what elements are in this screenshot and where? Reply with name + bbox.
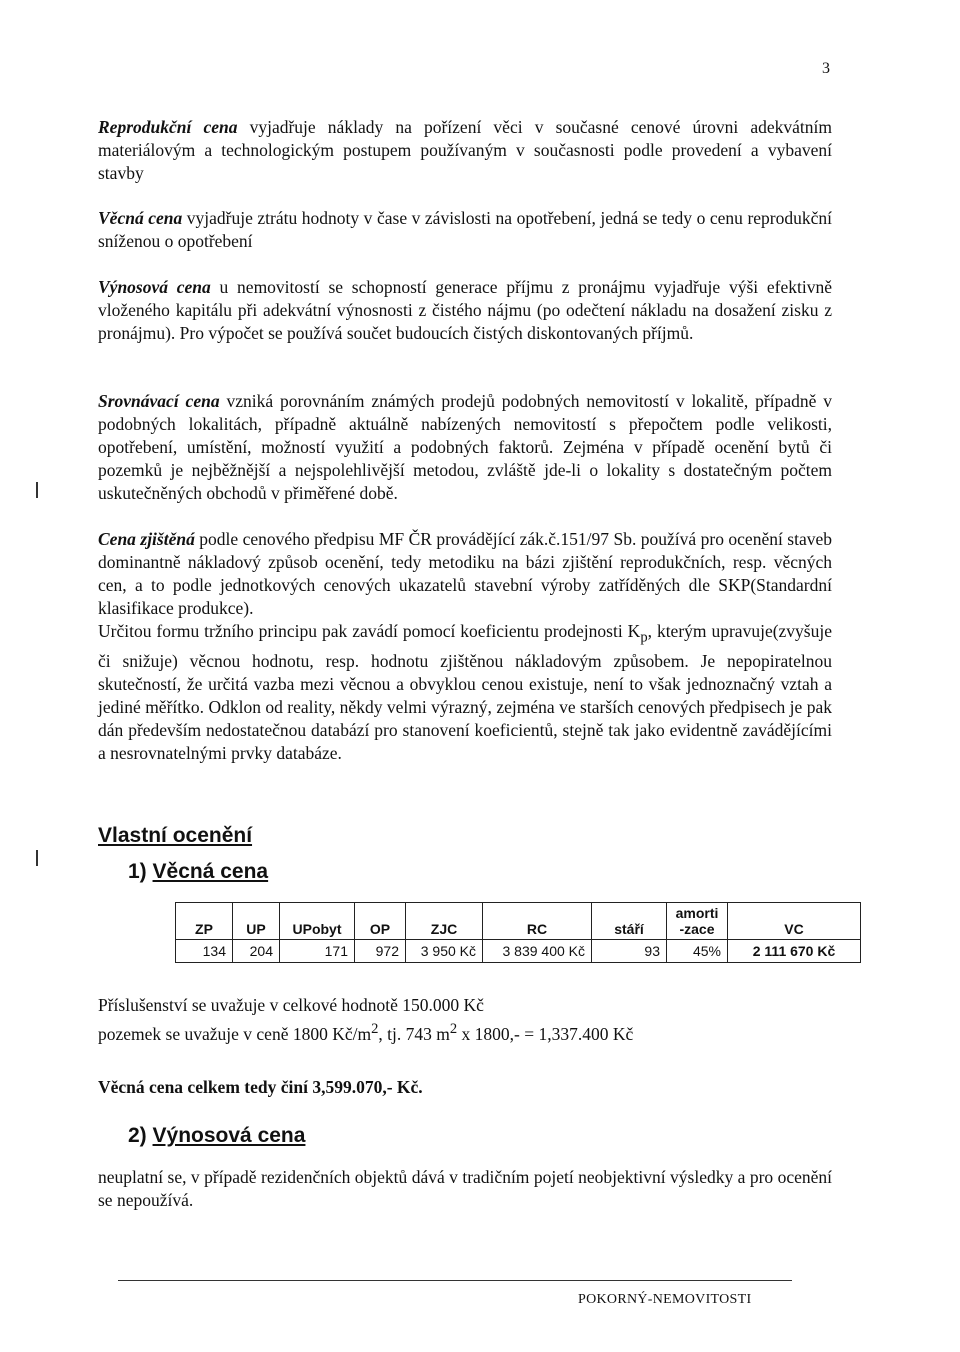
pozemek-line — [98, 1018, 633, 1046]
table-header-amortizace — [667, 903, 728, 940]
vecna-cena-table — [175, 902, 861, 963]
definition-text: vyjadřuje náklady na pořízení věci v současné cenové úrovni adekvátním materiálovým a technologickým postupem používaným v současnosti podle provedení a vybavení stavby — [98, 117, 832, 183]
header-line-1: amorti — [675, 905, 719, 921]
term-reprodukcni-cena: Reprodukční cena — [98, 117, 238, 137]
definition-text: u nemovitostí se schopností generace příjmu z pronájmu vyjadřuje výši efektivně vloženého kapitálu při adekvátní výnosnosti z čistého nájmu (po odečtení nákladu na dosažení zisku z pronájmu). Pro výpočet se používá součet budoucích čistých diskontovaných příjmů. — [98, 277, 832, 343]
table-cell: 93 — [592, 940, 667, 963]
koeficient-text-continued: , kterým upravuje(zvyšuje či snižuje) věcnou hodnotu, resp. hodnotu zjištěnou nákladovým způsobem. Je nepopiratelnou skutečností, že určitá vazba mezi věcnou a obvyklou cenou existuje, není to však jednoznačný vztah a jediné měřítko. Odklon od reality, někdy velmi výrazný, zejména ve starších cenových předpisech je pak dán především nedostatečnou databází pro stanovení koeficientů, stejně tak jako evidentně zavádějícími a nesrovnatelnými prvky databáze. — [98, 621, 832, 763]
table-header: stáří — [592, 903, 667, 940]
superscript: 2 — [449, 1021, 458, 1037]
table-header: UP — [233, 903, 280, 940]
scan-edge-mark — [36, 482, 38, 498]
table-cell: 204 — [233, 940, 280, 963]
table-header-row — [176, 903, 861, 940]
definition-text: vyjadřuje ztrátu hodnoty v čase v závislosti na opotřebení, jedná se tedy o cenu reprodukční sníženou o opotřebení — [98, 208, 832, 251]
term-vecna-cena: Věcná cena — [98, 208, 183, 228]
table-cell-vc-total: 2 111 670 Kč — [728, 940, 861, 963]
table-cell: 3 950 Kč — [406, 940, 483, 963]
subsection-number: 1) — [128, 860, 147, 883]
vynosova-cena-note: neuplatní se, v případě rezidenčních objektů dává v tradičním pojetí neobjektivní výsledky a pro ocenění se nepoužívá. — [98, 1167, 832, 1210]
subsection-title: Výnosová cena — [152, 1124, 306, 1147]
paragraph-cena-zjistena — [98, 528, 832, 620]
footer-text: POKORNÝ-NEMOVITOSTI — [578, 1292, 752, 1307]
table-cell: 3 839 400 Kč — [483, 940, 592, 963]
definition-text: vzniká porovnáním známých prodejů podobných nemovitostí v lokalitě, případně v podobných lokalitách, případně aktuálně nabízených nemovitostí s přepočtem podle velikosti, opotřebení, umístění, možností využití a podobných faktorů. Zejména v případě ocenění bytů či pozemků je nejběžnější a nejspolehlivější metodou, zvláště jde-li o lokality s dostatečným počtem uskutečněných obchodů v přiměřené době. — [98, 391, 832, 503]
table-header: ZJC — [406, 903, 483, 940]
paragraph-srovnavaci-cena — [98, 390, 832, 505]
subsection-title: Věcná cena — [152, 860, 269, 883]
table-header: VC — [728, 903, 861, 940]
pozemek-text: x 1800,- = 1,337.400 Kč — [457, 1023, 634, 1044]
subsection-number: 2) — [128, 1124, 147, 1147]
paragraph-koeficient-prodejnosti — [98, 620, 832, 765]
table-header: UPobyt — [280, 903, 355, 940]
definition-text: podle cenového předpisu MF ČR provádějící zák.č.151/97 Sb. používá pro ocenění staveb dominantně nákladový způsob ocenění, tedy metodiku na bázi zjištění reprodukčních, resp. věcných cen, a to podle jednotkových cenových ukazatelů stavební výroby zatříděných dle SKP(Standardní klasifikace produkce). — [98, 529, 832, 618]
table-cell: 134 — [176, 940, 233, 963]
term-vynosova-cena: Výnosová cena — [98, 277, 211, 297]
superscript: 2 — [371, 1021, 379, 1037]
pozemek-text: pozemek se uvažuje v ceně 1800 Kč/m — [98, 1023, 372, 1044]
koeficient-subscript: p — [640, 629, 648, 646]
table-row — [176, 940, 861, 963]
table-cell: 45% — [667, 940, 728, 963]
paragraph-vynosova-cena — [98, 276, 832, 345]
subsection-vecna-cena — [128, 860, 268, 884]
table-cell: 171 — [280, 940, 355, 963]
table-cell: 972 — [355, 940, 406, 963]
paragraph-vecna-cena — [98, 207, 832, 253]
vecna-cena-total: Věcná cena celkem tedy činí 3,599.070,- Kč. — [98, 1077, 423, 1097]
table-header: RC — [483, 903, 592, 940]
table-header: OP — [355, 903, 406, 940]
pozemek-text: , tj. 743 m — [378, 1023, 450, 1044]
page-number: 3 — [822, 60, 830, 77]
section-title: Vlastní ocenění — [98, 824, 253, 847]
paragraph-reprodukcni-cena — [98, 116, 832, 185]
scan-edge-mark — [36, 850, 38, 866]
header-line-2: -zace — [679, 921, 715, 937]
table-header: ZP — [176, 903, 233, 940]
prislusenstvi-line: Příslušenství se uvažuje v celkové hodnotě 150.000 Kč — [98, 995, 484, 1015]
subsection-vynosova-cena — [128, 1124, 305, 1148]
term-cena-zjistena: Cena zjištěná — [98, 529, 195, 549]
footer-rule — [118, 1280, 792, 1281]
term-srovnavaci-cena: Srovnávací cena — [98, 391, 220, 411]
koeficient-text: Určitou formu tržního principu pak zavádí pomocí koeficientu prodejnosti K — [98, 621, 641, 641]
